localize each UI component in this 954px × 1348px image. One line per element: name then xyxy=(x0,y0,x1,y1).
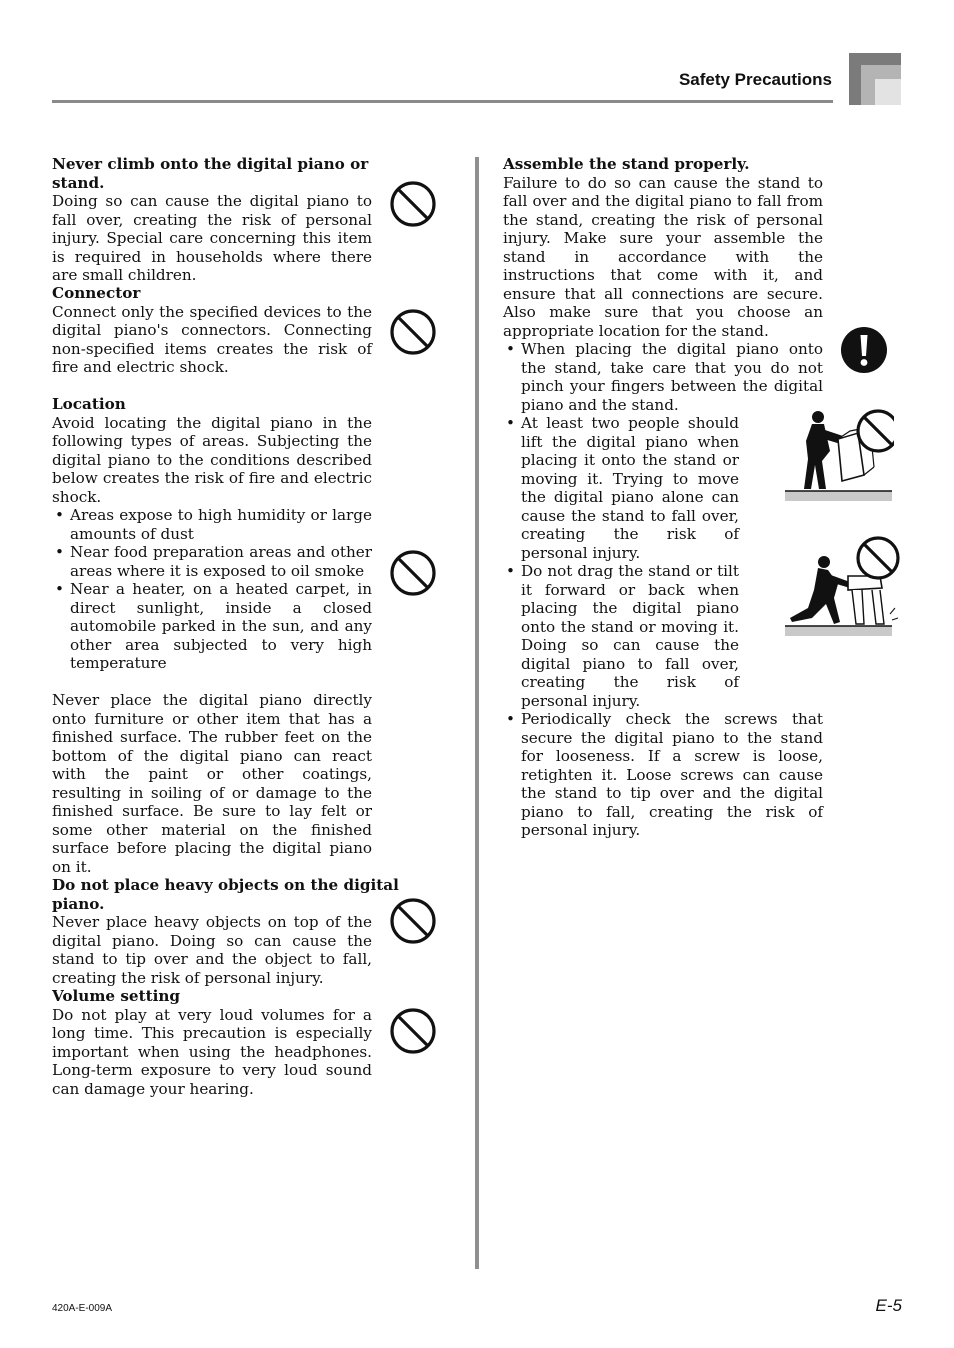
location-bullet-list xyxy=(52,506,372,673)
page-header-title: Safety Precautions xyxy=(678,70,832,89)
list-item: • Areas expose to high humidity or large amounts of dust xyxy=(52,506,372,543)
section-heading: Never climb onto the digital piano or stand. xyxy=(52,155,369,192)
section-body: Do not play at very loud volumes for a long time. This precaution is especially important when using the headphones. Long-term exposure to very loud sound can damage your hearing. xyxy=(52,1005,372,1098)
section-location xyxy=(52,395,372,673)
section-volume xyxy=(52,987,372,1098)
document-code: 420A-E-009A xyxy=(52,1303,113,1314)
section-never-climb xyxy=(52,155,372,285)
header-rule xyxy=(52,100,833,103)
section-assemble-stand xyxy=(503,155,823,840)
section-heading: Volume setting xyxy=(52,987,181,1005)
list-item: • Near food preparation areas and other areas where it is exposed to oil smoke xyxy=(52,543,372,580)
page-number: E-5 xyxy=(875,1296,902,1315)
section-heavy-objects xyxy=(52,876,399,987)
column-divider xyxy=(475,157,479,1269)
corner-tab-marker-light xyxy=(875,79,901,105)
list-item: • Do not drag the stand or tilt it forward or back when placing the digital piano onto the stand or moving it. Doing so can cause the digital piano to fall over, creating the risk of personal injury. xyxy=(503,562,739,710)
prohibition-icon xyxy=(389,308,437,356)
list-item: • Periodically check the screws that secure the digital piano to the stand for looseness. If a screw is loose, retighten it. Loose screws can cause the stand to tip over and the digital piano to fall, creating the risk of personal injury. xyxy=(503,710,823,840)
exclamation-icon xyxy=(840,326,888,374)
section-body: Never place the digital piano directly onto furniture or other item that has a finished surface. The rubber feet on the bottom of the digital piano can react with the paint or other coatings, resulting in soiling of or damage to the finished surface. Be sure to lay felt or some other material on the finished surface before placing the digital piano on it. xyxy=(52,691,372,876)
person-lifting-illustration xyxy=(784,405,894,503)
section-heading: Assemble the stand properly. xyxy=(503,155,750,173)
section-finished-surface xyxy=(52,691,372,876)
section-body: Avoid locating the digital piano in the following types of areas. Subjecting the digital piano to the conditions described below creates the risk of fire and electric shock. xyxy=(52,413,372,506)
section-connector xyxy=(52,284,372,377)
stand-bullet-list xyxy=(503,340,823,840)
section-heading: Connector xyxy=(52,284,141,302)
section-body: Failure to do so can cause the stand to fall over and the digital piano to fall from the stand, creating the risk of personal injury. Make sure your assemble the stand in accordance with the instructions that come with it, and ensure that all connections are secure. Also make sure that you choose an appropriate location for the stand. xyxy=(503,173,823,340)
section-heading: Do not place heavy objects on the digital piano. xyxy=(52,876,399,913)
list-item: • At least two people should lift the digital piano when placing it onto the stand or moving it. Trying to move the digital piano alone can cause the stand to fall over, creating the risk of personal injury. xyxy=(503,414,739,562)
prohibition-icon xyxy=(389,897,437,945)
section-body: Connect only the specified devices to the digital piano's connectors. Connecting non-specified items creates the risk of fire and electric shock. xyxy=(52,302,372,376)
prohibition-icon xyxy=(389,1007,437,1055)
section-body: Doing so can cause the digital piano to fall over, creating the risk of personal injury. Special care concerning this item is required in households where there are small children. xyxy=(52,192,372,284)
list-item: • When placing the digital piano onto the stand, take care that you do not pinch your fingers between the digital piano and the stand. xyxy=(503,340,823,414)
prohibition-icon xyxy=(389,549,437,597)
section-body: Never place heavy objects on top of the digital piano. Doing so can cause the stand to tip over and the object to fall, creating the risk of personal injury. xyxy=(52,913,372,987)
list-item: • Near a heater, on a heated carpet, in direct sunlight, inside a closed automobile parked in the sun, and any other area subjected to very high temperature xyxy=(52,580,372,673)
prohibition-icon xyxy=(389,180,437,228)
person-pushing-illustration xyxy=(784,534,900,638)
section-heading: Location xyxy=(52,395,126,413)
